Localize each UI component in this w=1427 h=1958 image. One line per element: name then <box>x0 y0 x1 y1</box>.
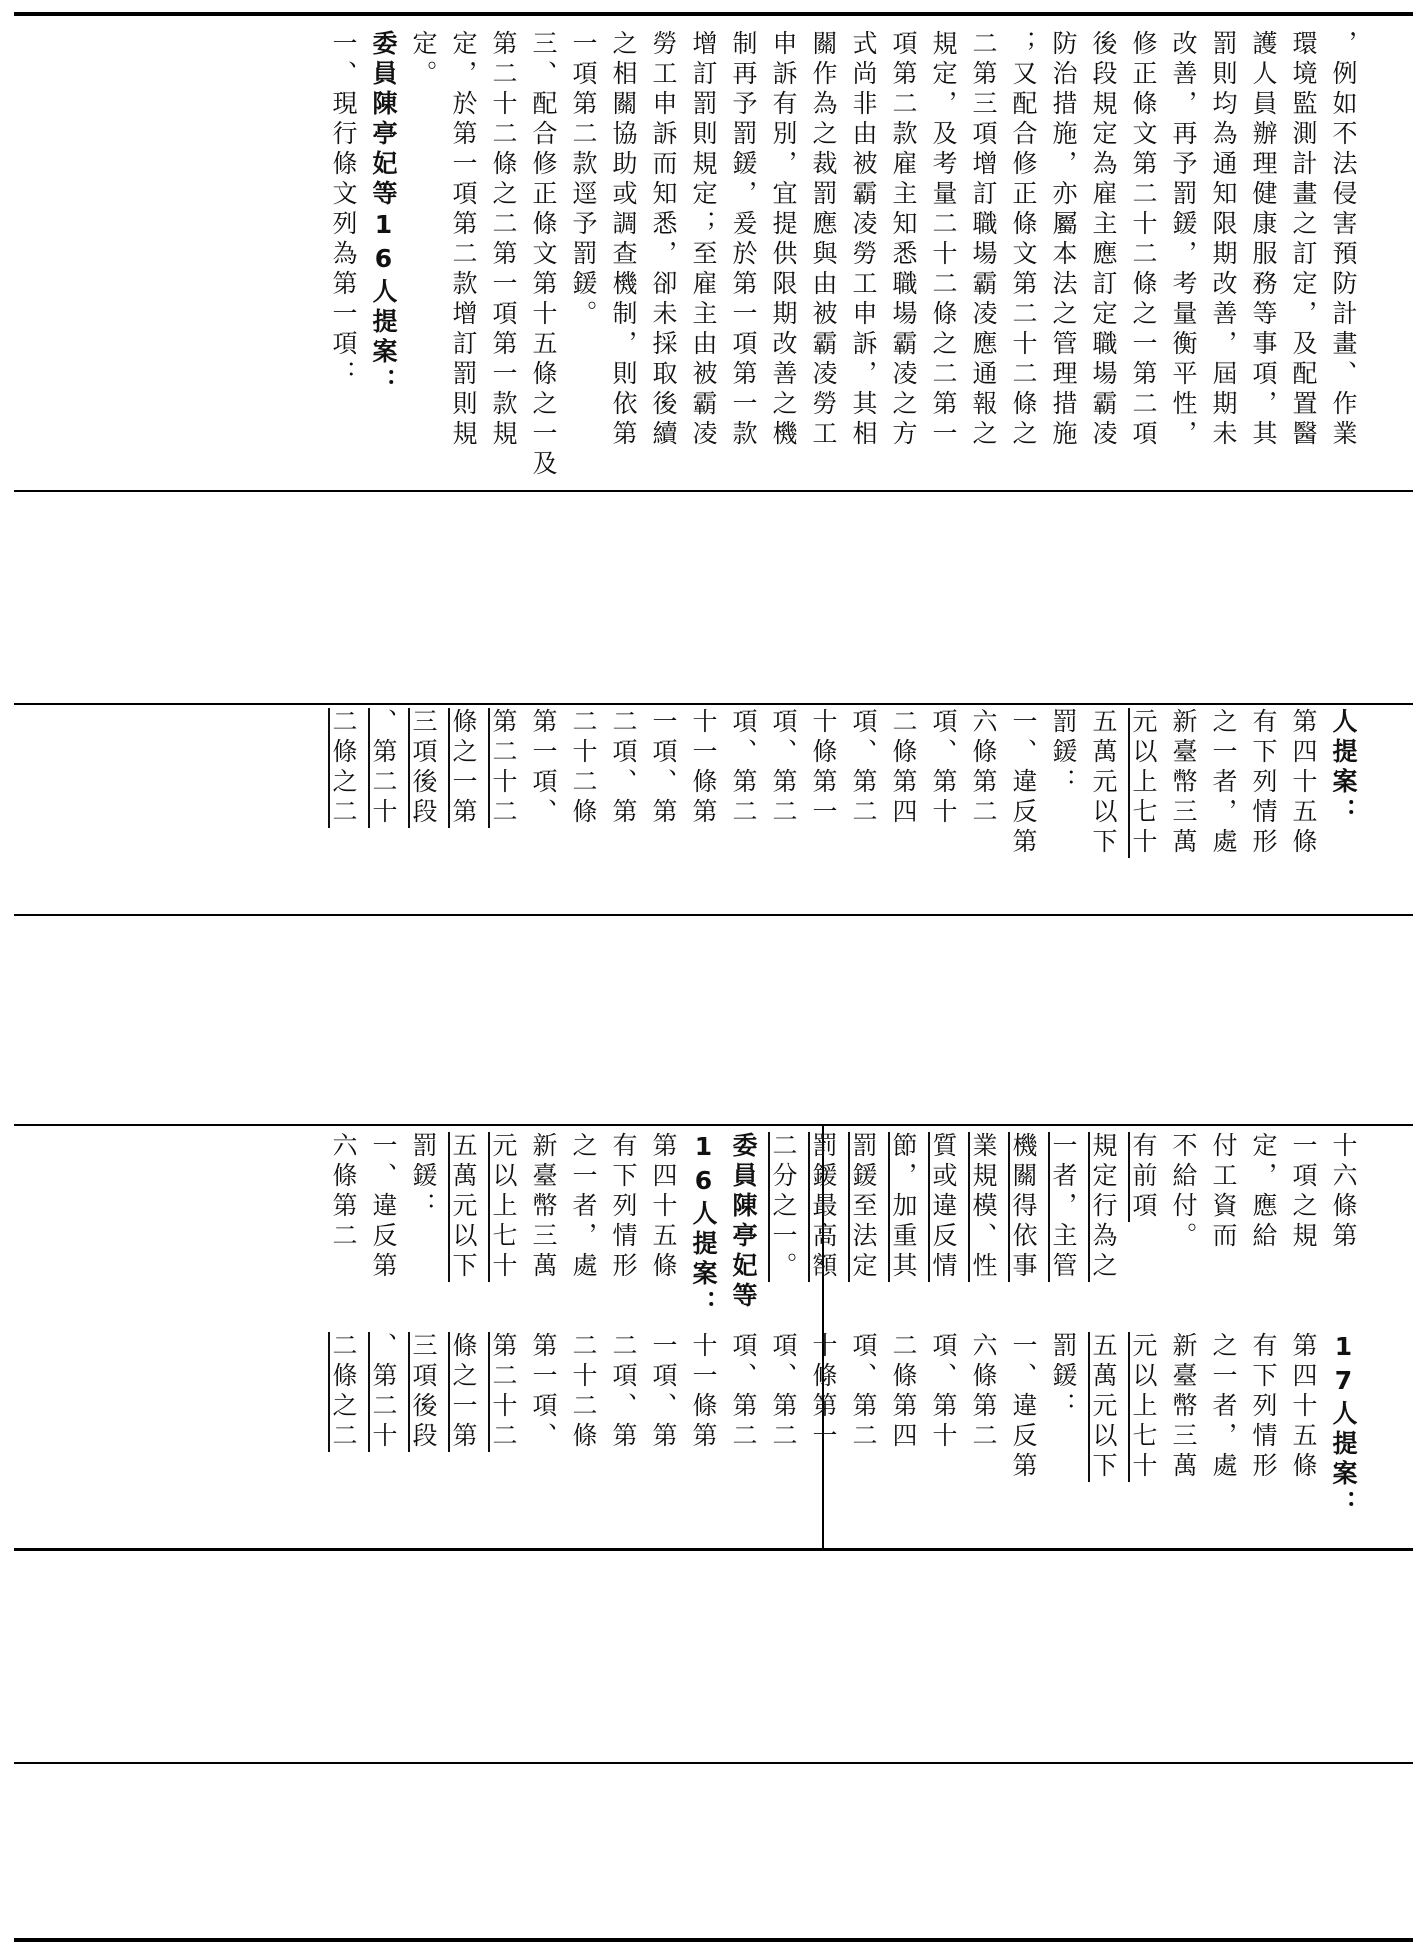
text-line: 二項、第 <box>609 1332 638 1452</box>
text-line: 三、配合修正條文第十五條之一及 <box>529 30 558 480</box>
text-line: 項、第二 <box>769 708 798 828</box>
text-line: 增訂罰則規定；至雇主由被霸凌 <box>689 30 718 450</box>
text-line: 、第二十 <box>369 708 398 828</box>
text-line: 十一條第 <box>689 1332 718 1452</box>
text-line: 五萬元以下 <box>1089 708 1118 858</box>
text-line: 一項之規 <box>1289 1132 1318 1252</box>
text-line: 元以上七十 <box>1129 1332 1158 1482</box>
text-line: 二第三項增訂職場霸凌應通報之 <box>969 30 998 450</box>
text-line: 第四十五條 <box>1289 1332 1318 1482</box>
text-line: 二十二條 <box>569 1332 598 1452</box>
text-line: 新臺幣三萬 <box>529 1132 558 1282</box>
proposal-heading: 委員陳亭妃等16人提案： <box>369 30 398 398</box>
text-line: 之相關協助或調查機制，則依第 <box>609 30 638 450</box>
text-line: 一、違反第 <box>1009 1332 1038 1482</box>
text-line: 二項、第 <box>609 708 638 828</box>
text-line: 後段規定為雇主應訂定職場霸凌 <box>1089 30 1118 450</box>
text-line: 付工資而 <box>1209 1132 1238 1252</box>
band-rule-1 <box>14 490 1413 492</box>
text-line: 六條第二 <box>329 1132 358 1252</box>
text-line: 定，應給 <box>1249 1132 1278 1252</box>
band-rule-5 <box>14 1548 1413 1551</box>
text-line: 罰鍰： <box>409 1132 438 1222</box>
text-line: 改善，再予罰鍰，考量衡平性， <box>1169 30 1198 450</box>
text-line: 制再予罰鍰，爰於第一項第一款 <box>729 30 758 450</box>
text-line: 一、現行條文列為第一項： <box>329 30 358 390</box>
text-line: 罰鍰： <box>1049 708 1078 798</box>
text-line: 第四十五條 <box>649 1132 678 1282</box>
text-line: 有下列情形 <box>1249 708 1278 858</box>
text-line: 新臺幣三萬 <box>1169 1332 1198 1482</box>
text-line: 十條第一 <box>809 1332 838 1452</box>
text-line: 項、第二 <box>769 1332 798 1452</box>
text-line: 式尚非由被霸凌勞工申訴，其相 <box>849 30 878 450</box>
top-rule <box>14 12 1413 16</box>
text-line: 二條第四 <box>889 1332 918 1452</box>
text-line: 新臺幣三萬 <box>1169 708 1198 858</box>
proposal-heading: 16人提案： <box>689 1132 718 1320</box>
text-line: 之一者，處 <box>1209 1332 1238 1482</box>
text-line: 第二十二 <box>489 1332 518 1452</box>
text-line: 一、違反第 <box>369 1132 398 1282</box>
text-line: 一項、第 <box>649 1332 678 1452</box>
band-rule-6 <box>14 1762 1413 1764</box>
band-rule-4 <box>14 1124 1413 1126</box>
text-line: ，例如不法侵害預防計畫、作業 <box>1329 30 1358 450</box>
text-line: 規定，及考量二十二條之二第一 <box>929 30 958 450</box>
text-line: 第二十二條之二第一項第一款規 <box>489 30 518 450</box>
text-line: 防治措施，亦屬本法之管理措施 <box>1049 30 1078 450</box>
text-line: 第一項、 <box>529 708 558 828</box>
bottom-rule <box>14 1938 1413 1942</box>
text-line: 一、違反第 <box>1009 708 1038 858</box>
text-line: 五萬元以下 <box>1089 1332 1118 1482</box>
text-line: 節，加重其 <box>889 1132 918 1282</box>
text-line: 六條第二 <box>969 708 998 828</box>
text-line: 定。 <box>409 30 438 90</box>
text-line: 第二十二 <box>489 708 518 828</box>
text-line: 之一者，處 <box>1209 708 1238 858</box>
band-rule-2 <box>14 703 1413 705</box>
text-line: 勞工申訴而知悉，卻未採取後續 <box>649 30 678 450</box>
text-line: 業規模、性 <box>969 1132 998 1282</box>
text-line: 項、第十 <box>929 708 958 828</box>
text-line: 項、第二 <box>729 1332 758 1452</box>
text-line: 一者，主管 <box>1049 1132 1078 1282</box>
explanation-column <box>323 30 1363 485</box>
text-line: 第四十五條 <box>1289 708 1318 858</box>
text-line: 質或違反情 <box>929 1132 958 1282</box>
band-rule-3 <box>14 914 1413 916</box>
text-line: 條之一第 <box>449 1332 478 1452</box>
text-line: 二條之二 <box>329 708 358 828</box>
text-line: 一項第二款逕予罰鍰。 <box>569 30 598 330</box>
text-line: 關作為之裁罰應與由被霸凌勞工 <box>809 30 838 450</box>
text-line: ；又配合修正條文第二十二條之 <box>1009 30 1038 450</box>
text-line: 項、第二 <box>729 708 758 828</box>
text-line: 申訴有別，宜提供限期改善之機 <box>769 30 798 450</box>
proposal-heading: 人提案： <box>1329 708 1358 828</box>
text-line: 項、第二 <box>849 708 878 828</box>
text-line: 十一條第 <box>689 708 718 828</box>
text-line: 元以上七十 <box>489 1132 518 1282</box>
text-line: 三項後段 <box>409 1332 438 1452</box>
text-line: 十六條第 <box>1329 1132 1358 1252</box>
proposal-heading: 委員陳亭妃等 <box>729 1132 758 1312</box>
proposal-column-continuation <box>323 1132 1363 1328</box>
proposal-column-17 <box>323 1332 1363 1542</box>
text-line: 一項、第 <box>649 708 678 828</box>
text-line: 項第二款雇主知悉職場霸凌之方 <box>889 30 918 450</box>
text-line: 二分之一。 <box>769 1132 798 1282</box>
text-line: 十條第一 <box>809 708 838 828</box>
text-line: 修正條文第二十二條之一第二項 <box>1129 30 1158 450</box>
text-line: 、第二十 <box>369 1332 398 1452</box>
text-line: 條之一第 <box>449 708 478 828</box>
text-line: 二條第四 <box>889 708 918 828</box>
proposal-column-mid <box>323 708 1363 908</box>
text-line: 項、第十 <box>929 1332 958 1452</box>
text-line: 二十二條 <box>569 708 598 828</box>
text-line: 有下列情形 <box>1249 1332 1278 1482</box>
text-line: 環境監測計畫之訂定，及配置醫 <box>1289 30 1318 450</box>
text-line: 機關得依事 <box>1009 1132 1038 1282</box>
proposal-heading: 17人提案： <box>1329 1332 1358 1520</box>
text-line: 罰鍰最高額 <box>809 1132 838 1282</box>
text-line: 規定行為之 <box>1089 1132 1118 1282</box>
text-line: 六條第二 <box>969 1332 998 1452</box>
text-line: 項、第二 <box>849 1332 878 1452</box>
text-line: 有前項 <box>1129 1132 1158 1222</box>
text-line: 護人員辦理健康服務等事項，其 <box>1249 30 1278 450</box>
text-line: 三項後段 <box>409 708 438 828</box>
text-line: 罰鍰： <box>1049 1332 1078 1422</box>
text-line: 罰鍰至法定 <box>849 1132 878 1282</box>
text-line: 定，於第一項第二款增訂罰則規 <box>449 30 478 450</box>
text-line: 罰則均為通知限期改善，屆期未 <box>1209 30 1238 450</box>
text-line: 五萬元以下 <box>449 1132 478 1282</box>
text-line: 不給付。 <box>1169 1132 1198 1252</box>
text-line: 之一者，處 <box>569 1132 598 1282</box>
text-line: 二條之二 <box>329 1332 358 1452</box>
text-line: 第一項、 <box>529 1332 558 1452</box>
text-line: 有下列情形 <box>609 1132 638 1282</box>
text-line: 元以上七十 <box>1129 708 1158 858</box>
